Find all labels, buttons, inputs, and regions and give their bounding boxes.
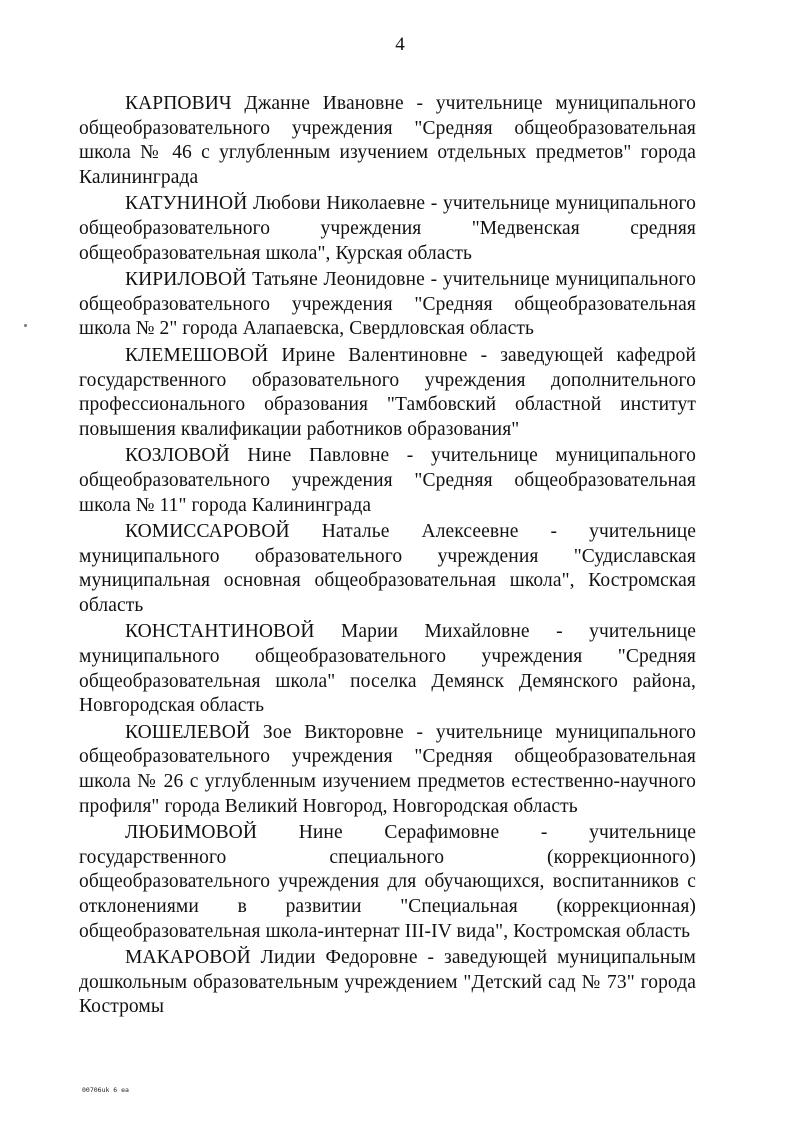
list-item: КАРПОВИЧ Джанне Ивановне - учительнице муниципального общеобразовательного учреждения "Средняя общеобразовательная школа № 46 с углубленным изучением отдельных предметов" города Калининграда [79, 93, 696, 188]
list-item: КОМИССАРОВОЙ Наталье Алексеевне - учительнице муниципального образовательного учреждения "Судиславская муниципальная основная общеобразовательная школа", Костромская область [79, 521, 696, 616]
list-item: КОШЕЛЕВОЙ Зое Викторовне - учительнице муниципального общеобразовательного учреждения "Средняя общеобразовательная школа № 26 с углубленным изучением предметов естественно-научного профиля" города Великий Новгород, Новгородская область [79, 721, 696, 817]
scan-speck [24, 324, 27, 327]
list-item: КИРИЛОВОЙ Татьяне Леонидовне - учительнице муниципального общеобразовательного учреждения "Средняя общеобразовательная школа № 2" города Алапаевска, Свердловская область [79, 269, 696, 340]
list-item: ЛЮБИМОВОЙ Нине Серафимовне - учительнице государственного специального (коррекционного) общеобразовательного учреждения для обучающихся, воспитанников с отклонениями в развитии "Специальная (коррекционная) общеобразовательная школа-интернат III-IV вида", Костромская область [79, 822, 696, 942]
award-list [79, 92, 696, 1022]
list-item: КАТУНИНОЙ Любови Николаевне - учительнице муниципального общеобразовательного учреждения "Медвенская средняя общеобразовательная школа", Курская область [79, 193, 696, 264]
list-item: МАКАРОВОЙ Лидии Федоровне - заведующей муниципальным дошкольным образовательным учреждением "Детский сад № 73" города Костромы [79, 947, 696, 1018]
list-item: КЛЕМЕШОВОЙ Ирине Валентиновне - заведующей кафедрой государственного образовательного учреждения дополнительного профессионального образования "Тамбовский областной институт повышения квалификации работников образования" [79, 344, 696, 440]
document-code: 00706uk 6 ea [82, 1086, 129, 1094]
list-item: КОНСТАНТИНОВОЙ Марии Михайловне - учительнице муниципального общеобразовательного учреждения "Средняя общеобразовательная школа" поселка Демянск Демянского района, Новгородская область [79, 621, 696, 717]
list-item: КОЗЛОВОЙ Нине Павловне - учительнице муниципального общеобразовательного учреждения "Средняя общеобразовательная школа № 11" города Калининграда [79, 445, 696, 516]
page-number: 4 [395, 34, 405, 55]
